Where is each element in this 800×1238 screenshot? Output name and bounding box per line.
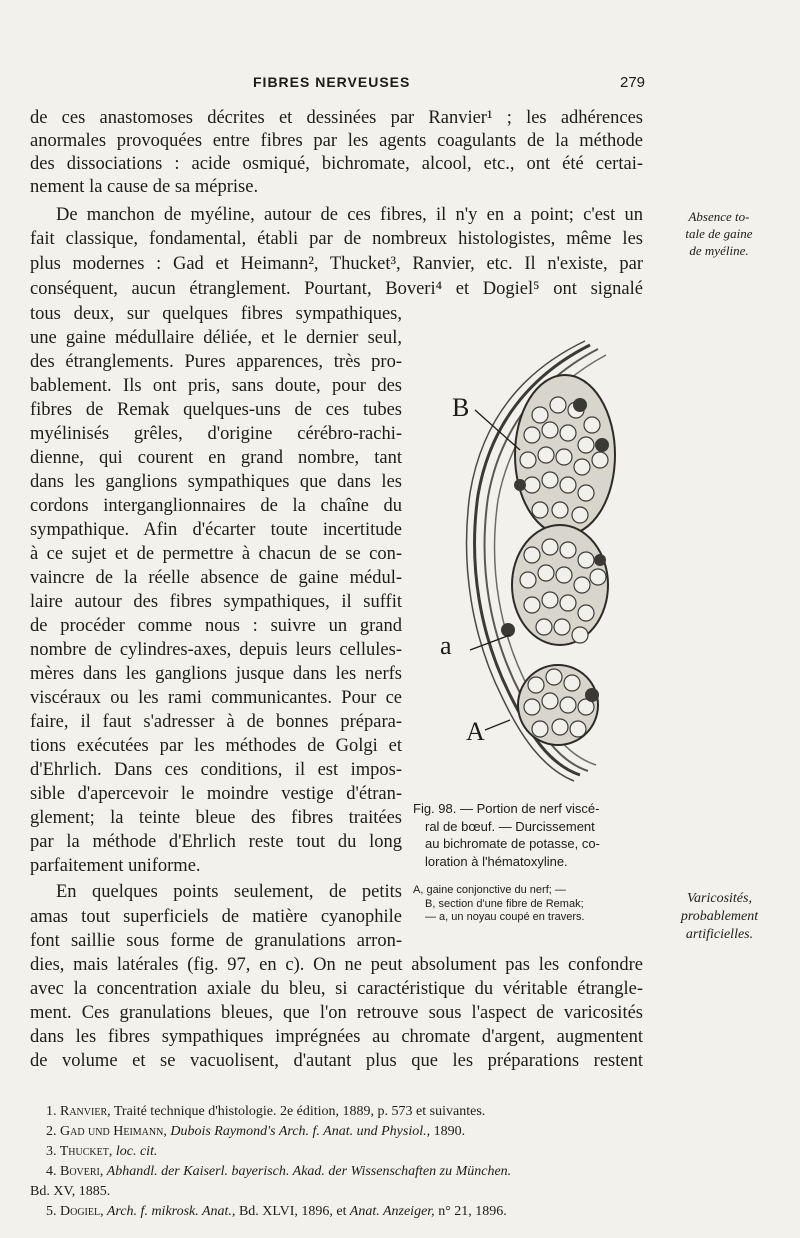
- body-line: fibres de Remak quelques-uns de ces tubes: [30, 400, 402, 420]
- figure-legend: [413, 884, 649, 925]
- body-line: sible d'apercevoir le moindre vestige d'étran-: [30, 784, 402, 804]
- footnote-title: Abhandl. der Kaiserl. bayerisch. Akad. der Wissenschaften zu München.: [103, 1164, 512, 1179]
- body-line: anormales provoquées entre fibres par les agents coagulants de la méthode: [30, 131, 643, 151]
- margin-note-line: Varicosités,: [687, 891, 752, 906]
- body-line: fait classique, fondamental, établi par de nombreux histologistes, même les: [30, 229, 643, 249]
- body-line: myélinisés grêles, d'origine cérébro-rachi-: [30, 424, 402, 444]
- legend-line: B, section d'une fibre de Remak;: [425, 897, 584, 910]
- footnote-author: 2. Gad und Heimann,: [46, 1124, 167, 1139]
- body-line: ment. Ces granulations bleues, que l'on retrouve sous l'aspect de varicosités: [30, 1003, 643, 1023]
- footnote-text: n° 21, 1896.: [434, 1204, 507, 1219]
- page-number: 279: [620, 74, 646, 91]
- margin-note-line: probablement: [680, 909, 759, 924]
- body-line: nement la cause de sa méprise.: [30, 177, 259, 197]
- caption-line: ral de bœuf. — Durcissement: [425, 818, 595, 834]
- margin-note-varicosites: [652, 890, 787, 944]
- body-line: tions exécutées par les méthodes de Golgi et: [30, 736, 402, 756]
- margin-note-line: tale de gaine: [685, 226, 753, 241]
- running-header: [0, 74, 800, 94]
- footnotes: [30, 1102, 642, 1222]
- footnote-title: Arch. f. mikrosk. Anat.,: [103, 1204, 236, 1219]
- caption-line: Fig. 98. — Portion de nerf viscé-: [413, 801, 600, 816]
- footnote-title: loc. cit.: [112, 1144, 158, 1159]
- body-line: tous deux, sur quelques fibres sympathiques,: [30, 304, 402, 324]
- footnote-author: 4. Boveri,: [46, 1164, 104, 1179]
- margin-note-absence-myeline: [660, 208, 778, 259]
- body-line: par la méthode d'Ehrlich reste tout du long: [30, 832, 402, 852]
- body-line: vaincre de la réelle absence de gaine médul-: [30, 568, 402, 588]
- body-line: d'Ehrlich. Dans ces conditions, il est impos-: [30, 760, 402, 780]
- legend-line: A, gaine conjonctive du nerf; —: [413, 884, 566, 896]
- body-line: sympathique. Afin d'écarter toute incertitude: [30, 520, 402, 540]
- footnote-text: 1890.: [430, 1124, 466, 1139]
- footnote-title: Dubois Raymond's Arch. f. Anat. und Physiol.,: [166, 1124, 431, 1139]
- body-line: nombre de cylindres-axes, depuis leurs cellules-: [30, 640, 402, 660]
- footnote-text: Traité technique d'histologie. 2e édition, 1889, p. 573 et suivantes.: [110, 1104, 486, 1119]
- body-line: cordons interganglionnaires de la chaîne du: [30, 496, 402, 516]
- body-line: de procéder comme nous : suivre un grand: [30, 616, 402, 636]
- body-line: bablement. Ils ont pris, sans doute, pour des: [30, 376, 402, 396]
- body-line: des étranglements. Pures apparences, très pro-: [30, 352, 402, 372]
- body-line: une gaine médullaire déliée, et le dernier seul,: [30, 328, 402, 348]
- footnote-5: [30, 1202, 642, 1222]
- body-line: amas tout superficiels de matière cyanophile: [30, 907, 402, 927]
- running-title: FIBRES NERVEUSES: [253, 74, 411, 90]
- body-line: de volume et se vacuolisent, d'autant plus que les préparations restent: [30, 1051, 643, 1071]
- footnote-4: [30, 1162, 642, 1182]
- body-line: glement; la teinte bleue des fibres traitées: [30, 808, 402, 828]
- margin-note-line: Absence to-: [688, 209, 750, 224]
- figure-label-a-upper: A: [466, 717, 485, 746]
- caption-line: au bichromate de potasse, co-: [425, 836, 600, 851]
- body-line: conséquent, aucun étranglement. Pourtant, Boveri⁴ et Dogiel⁵ ont signalé: [30, 279, 643, 299]
- footnote-title: Anat. Anzeiger,: [346, 1204, 435, 1219]
- body-line: de ces anastomoses décrites et dessinées par Ranvier¹ ; les adhérences: [30, 108, 643, 128]
- body-line: avec la concentration axiale du bleu, si caractéristique du véritable étrangle-: [30, 979, 643, 999]
- body-line: dans les fibres sympathiques imprégnées au chromate d'argent, augmentent: [30, 1027, 643, 1047]
- footnote-author: 1. Ranvier,: [46, 1104, 111, 1119]
- footnote-author: 3. Thucket,: [46, 1144, 113, 1159]
- body-line: viscéraux ou les rami communicantes. Pour ce: [30, 688, 402, 708]
- body-line: laire autour des fibres sympathiques, il suffit: [30, 592, 402, 612]
- figure-label-a-lower: a: [440, 631, 452, 660]
- body-line: dienne, qui courent en grand nombre, tant: [30, 448, 402, 468]
- figure-caption: [413, 800, 649, 870]
- footnote-2: [30, 1122, 642, 1142]
- body-line: font saillie sous forme de granulations arron-: [30, 931, 402, 951]
- footnote-4-continued: Bd. XV, 1885.: [30, 1184, 111, 1199]
- body-line: faire, il faut s'adresser à de bonnes prépara-: [30, 712, 402, 732]
- figure-98-nerve-section: [440, 335, 630, 785]
- body-line: En quelques points seulement, de petits: [56, 882, 402, 902]
- body-line: des dissociations : acide osmiqué, bichromate, alcool, etc., ont été certai-: [30, 154, 643, 174]
- caption-line: loration à l'hématoxyline.: [425, 853, 568, 869]
- body-line: De manchon de myéline, autour de ces fibres, il n'y en a point; c'est un: [56, 205, 643, 225]
- figure-label-b: B: [452, 393, 470, 422]
- body-line: parfaitement uniforme.: [30, 856, 201, 876]
- footnote-text: Bd. XLVI, 1896, et: [235, 1204, 347, 1219]
- body-line: dans les ganglions sympathiques que dans les: [30, 472, 402, 492]
- body-line: plus modernes : Gad et Heimann², Thucket³, Ranvier, etc. Il n'existe, par: [30, 254, 643, 274]
- legend-line: — a, un noyau coupé en travers.: [425, 911, 585, 923]
- footnote-author: 5. Dogiel,: [46, 1204, 104, 1219]
- margin-note-line: de myéline.: [689, 243, 749, 258]
- footnote-3: [30, 1142, 642, 1162]
- body-line: à ce sujet et de permettre à chacun de se con-: [30, 544, 402, 564]
- body-line: dies, mais latérales (fig. 97, en c). On ne peut absolument pas les confondre: [30, 955, 643, 975]
- footnote-1: [30, 1102, 642, 1122]
- margin-note-line: artificielles.: [685, 927, 754, 942]
- body-line: mères dans les ganglions jusque dans les nerfs: [30, 664, 402, 684]
